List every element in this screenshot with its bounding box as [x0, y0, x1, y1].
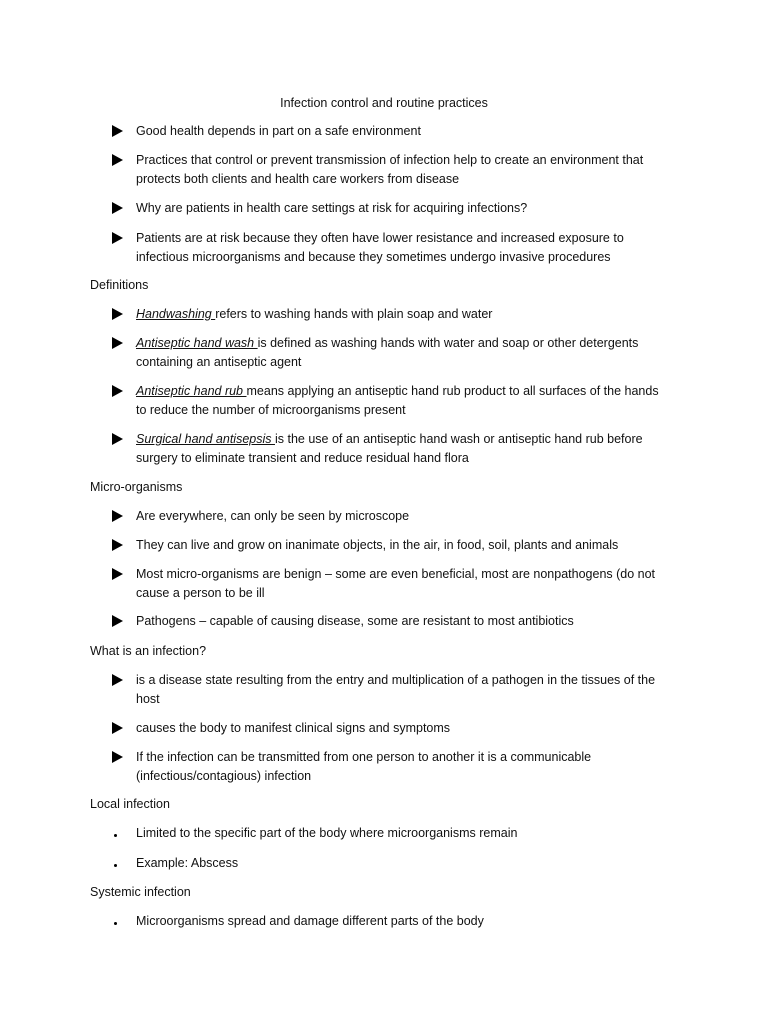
definition-text: is the use of an antiseptic hand wash or antiseptic hand rub before surgery to eliminate transient and reduce residual hand flora	[136, 432, 643, 465]
triangle-bullet-icon	[110, 151, 124, 172]
triangle-bullet-icon	[110, 229, 124, 250]
triangle-bullet-icon	[110, 430, 124, 451]
list-item	[110, 854, 670, 873]
intro-item	[110, 229, 670, 266]
list-item-text: Limited to the specific part of the body where microorganisms remain	[136, 826, 518, 840]
list-item	[110, 536, 670, 555]
definition-item	[110, 305, 670, 324]
definition-item	[110, 430, 670, 467]
list-item	[110, 565, 670, 602]
list-item-text: They can live and grow on inanimate objects, in the air, in food, soil, plants and animals	[136, 538, 619, 552]
definition-term: Handwashing	[136, 307, 216, 321]
intro-item	[110, 199, 670, 218]
definition-term: Antiseptic hand wash	[136, 336, 258, 350]
definition-item	[110, 334, 670, 371]
definition-text: is defined as washing hands with water and soap or other detergents containing an antiseptic agent	[136, 336, 639, 369]
section-heading-definitions: Definitions	[90, 278, 149, 292]
section-heading-systemic-infection: Systemic infection	[90, 885, 191, 899]
page-title: Infection control and routine practices	[280, 96, 488, 110]
list-item-text: is a disease state resulting from the entry and multiplication of a pathogen in the tissues of the host	[136, 673, 656, 706]
list-item	[110, 912, 670, 931]
list-item-text: causes the body to manifest clinical signs and symptoms	[136, 721, 451, 735]
intro-item	[110, 122, 670, 141]
list-item-text: If the infection can be transmitted from one person to another it is a communicable (infectious/contagious) infection	[136, 750, 592, 783]
list-item-text: Are everywhere, can only be seen by microscope	[136, 509, 410, 523]
list-item-text: Pathogens – capable of causing disease, some are resistant to most antibiotics	[136, 614, 574, 628]
intro-item-text: Good health depends in part on a safe environment	[136, 124, 421, 138]
triangle-bullet-icon	[110, 382, 124, 403]
dot-bullet-icon	[110, 854, 124, 873]
section-heading-local-infection: Local infection	[90, 797, 170, 811]
definition-item	[110, 382, 670, 419]
triangle-bullet-icon	[110, 122, 124, 143]
dot-bullet-icon	[110, 912, 124, 931]
intro-item	[110, 151, 670, 188]
triangle-bullet-icon	[110, 305, 124, 326]
definition-term: Antiseptic hand rub	[136, 384, 247, 398]
definition-text: means applying an antiseptic hand rub product to all surfaces of the hands to reduce the number of microorganisms present	[136, 384, 659, 417]
list-item	[110, 507, 670, 526]
triangle-bullet-icon	[110, 719, 124, 740]
definition-term: Surgical hand antisepsis	[136, 432, 275, 446]
triangle-bullet-icon	[110, 334, 124, 355]
dot-bullet-icon	[110, 824, 124, 843]
list-item	[110, 612, 670, 631]
list-item	[110, 748, 670, 785]
triangle-bullet-icon	[110, 671, 124, 692]
intro-item-text: Why are patients in health care settings at risk for acquiring infections?	[136, 201, 528, 215]
list-item-text: Microorganisms spread and damage different parts of the body	[136, 914, 484, 928]
list-item	[110, 719, 670, 738]
intro-item-text: Patients are at risk because they often have lower resistance and increased exposure to infectious microorganisms and because they sometimes undergo invasive procedures	[136, 231, 624, 264]
triangle-bullet-icon	[110, 612, 124, 633]
intro-item-text: Practices that control or prevent transmission of infection help to create an environment that protects both clients and health care workers from disease	[136, 153, 644, 186]
triangle-bullet-icon	[110, 748, 124, 769]
triangle-bullet-icon	[110, 536, 124, 557]
section-heading-microorganisms: Micro-organisms	[90, 480, 183, 494]
triangle-bullet-icon	[110, 199, 124, 220]
list-item	[110, 671, 670, 708]
triangle-bullet-icon	[110, 507, 124, 528]
section-heading-infection: What is an infection?	[90, 644, 207, 658]
definition-text: refers to washing hands with plain soap and water	[215, 307, 493, 321]
triangle-bullet-icon	[110, 565, 124, 586]
list-item	[110, 824, 670, 843]
list-item-text: Most micro-organisms are benign – some are even beneficial, most are nonpathogens (do not cause a person to be ill	[136, 567, 656, 600]
list-item-text: Example: Abscess	[136, 856, 239, 870]
